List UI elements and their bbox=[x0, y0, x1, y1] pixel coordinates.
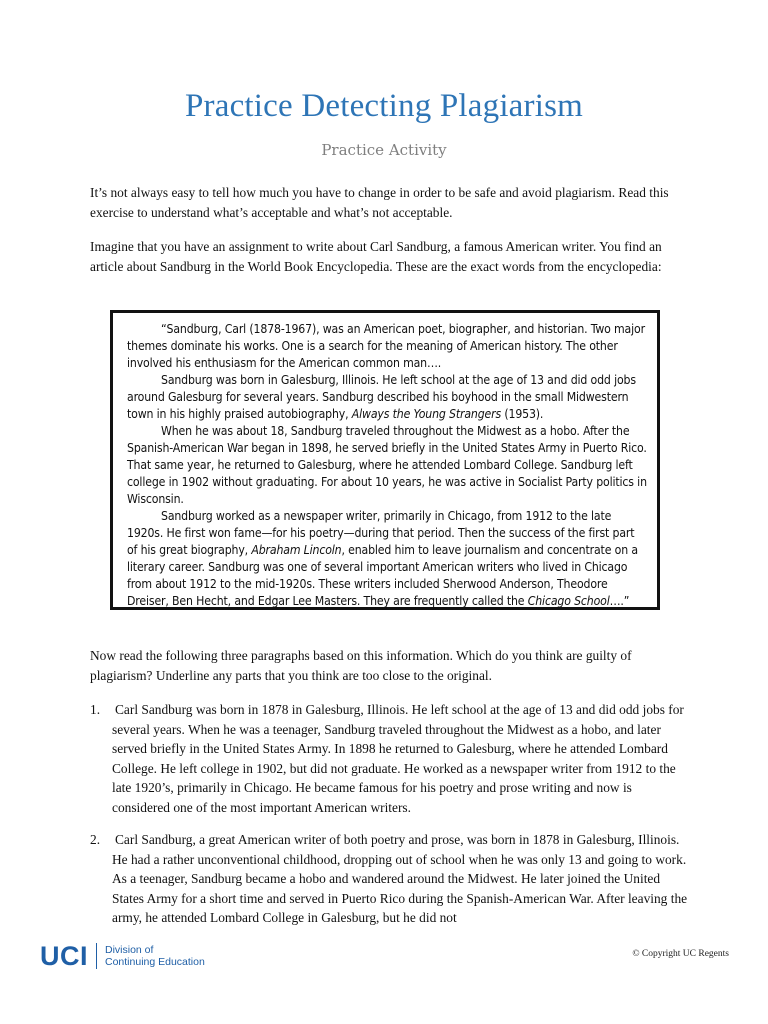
list-item-text bbox=[112, 830, 690, 928]
logo-divider bbox=[96, 943, 97, 969]
quote-paragraph-2 bbox=[127, 372, 647, 423]
quote-text: , enabled him to leave journalism and concentrate on a literary career. Sandburg was one of several important American writers who lived in Chicago from about 1912 to the mid-1920s. These writers included Sherwood Anderson, Theodore Dreiser, Ben Hecht, and Edgar Lee Masters. They are frequently called the bbox=[127, 543, 638, 608]
uci-logo-mark: UCI bbox=[40, 940, 88, 971]
quote-text: (1953). bbox=[501, 407, 544, 421]
quote-text: ….” bbox=[609, 594, 630, 608]
list-item-body: Carl Sandburg was born in 1878 in Galesburg, Illinois. He left school at the age of 13 and did odd jobs for several years. When he was a teenager, Sandburg traveled throughout the Midwest as a hobo, and later served briefly in the United States Army. In 1898 he returned to Galesburg, where he attended Lombard College. He left college in 1902, but did not graduate. He worked as a newspaper writer from 1912 to the late 1920’s, primarily in Chicago. He became famous for his poetry and prose writing and now is considered one of the most important American writers. bbox=[112, 702, 684, 815]
chicago-school-term: Chicago School bbox=[527, 594, 610, 608]
list-item bbox=[90, 700, 690, 817]
quote-paragraph-1: “Sandburg, Carl (1878-1967), was an American poet, biographer, and historian. Two major themes dominate his works. One is a search for the meaning of American history. The other involved his enthusiasm for the American common man…. bbox=[127, 322, 645, 370]
copyright-notice: © Copyright UC Regents bbox=[632, 949, 729, 959]
list-item bbox=[90, 830, 690, 928]
quote-text: Sandburg was born in Galesburg, Illinois. He left school at the age of 13 and did odd jobs around Galesburg for several years. Sandburg described his boyhood in the small Midwestern town in his highly praised autobiography, bbox=[127, 373, 636, 421]
encyclopedia-quote-box bbox=[110, 310, 660, 610]
imagine-paragraph: Imagine that you have an assignment to write about Carl Sandburg, a famous American writer. You find an article about Sandburg in the World Book Encyclopedia. These are the exact words from the encyclopedia: bbox=[90, 239, 662, 274]
division-line-1: Division of bbox=[105, 944, 154, 956]
quote-paragraph-3: When he was about 18, Sandburg traveled throughout the Midwest as a hobo. After the Spanish-American War began in 1898, he served briefly in the United States Army in Puerto Rico. That same year, he returned to Galesburg, where he attended Lombard College. Sandburg left college in 1902 without graduating. For about 10 years, he was active in Socialist Party politics in Wisconsin. bbox=[127, 424, 647, 506]
division-line-2: Continuing Education bbox=[105, 956, 205, 968]
page-title: Practice Detecting Plagiarism bbox=[185, 88, 583, 124]
uci-logo bbox=[40, 941, 205, 971]
list-item-text bbox=[112, 700, 690, 817]
list-item-body: Carl Sandburg, a great American writer of both poetry and prose, was born in 1878 in Galesburg, Illinois. He had a rather unconventional childhood, dropping out of school when he was only 13 and going to work. As a teenager, Sandburg became a hobo and wandered around the Midwest. He later joined the United States Army for a short time and served in Puerto Rico during the Spanish-American War. After leaving the army, he attended Lombard College in Galesburg, but he did not bbox=[112, 832, 688, 925]
quote-paragraph-4 bbox=[127, 508, 647, 610]
instructions-paragraph: Now read the following three paragraphs based on this information. Which do you think are guilty of plagiarism? Underline any parts that you think are too close to the original. bbox=[90, 648, 632, 683]
list-item-number: 2. bbox=[90, 832, 101, 847]
page-subtitle: Practice Activity bbox=[321, 141, 447, 159]
intro-paragraph: It’s not always easy to tell how much you have to change in order to be safe and avoid plagiarism. Read this exercise to understand what’s acceptable and what’s not acceptable. bbox=[90, 185, 669, 220]
list-item-number: 1. bbox=[90, 702, 101, 717]
uci-division-name bbox=[105, 944, 205, 968]
quote-text: Sandburg worked as a newspaper writer, primarily in Chicago, from 1912 to the late 1920s. He first won fame—for his poetry—during that period. Then the success of the first part of his great biography, bbox=[127, 509, 635, 557]
book-title-autobiography: Always the Young Strangers bbox=[351, 407, 502, 421]
book-title-biography: Abraham Lincoln bbox=[251, 543, 342, 557]
